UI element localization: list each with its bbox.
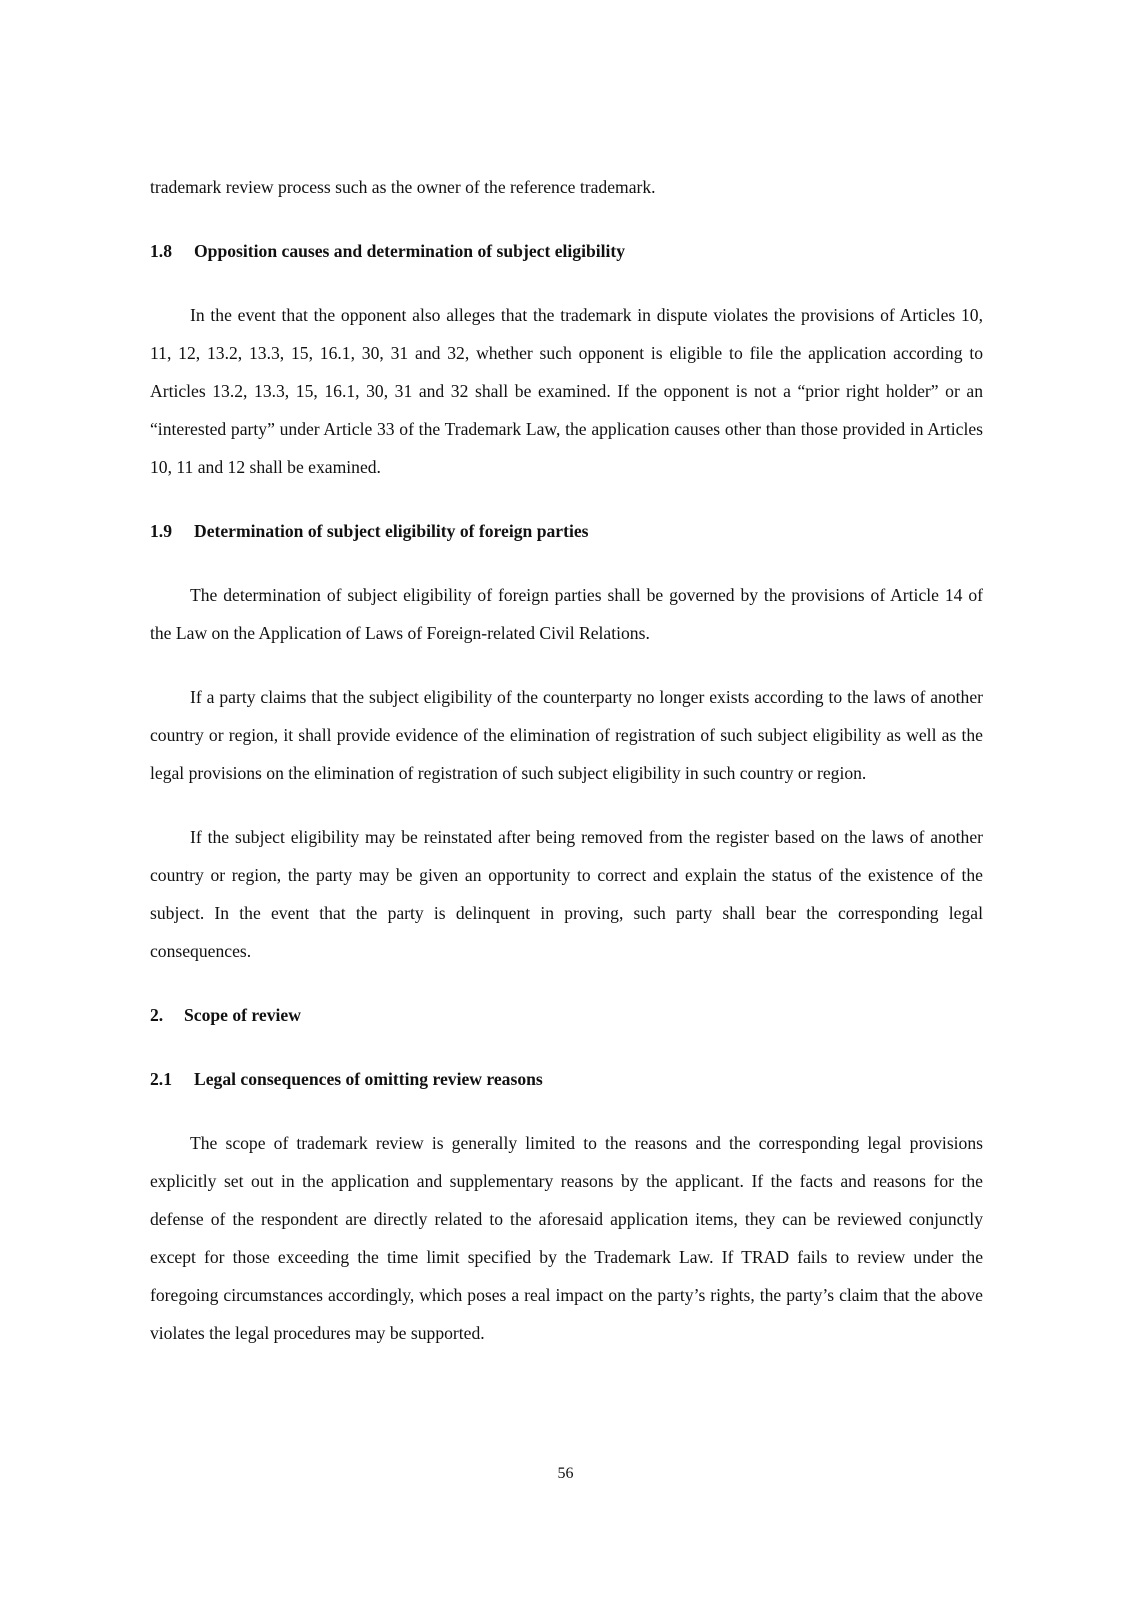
section-title: Scope of review (184, 1005, 301, 1025)
section-number: 1.8 (150, 241, 172, 261)
paragraph: If the subject eligibility may be reinstated after being removed from the register based on the laws of another country or region, the party may be given an opportunity to correct and explain the status of the existence of the subject. In the event that the party is delinquent in proving, such party shall bear the corresponding legal consequences. (150, 827, 983, 961)
section-title: Legal consequences of omitting review reasons (194, 1069, 543, 1089)
page-content (150, 168, 983, 1352)
paragraph-continuation: trademark review process such as the owner of the reference trademark. (150, 177, 656, 197)
section-heading-2-1 (150, 1060, 983, 1098)
section-title: Opposition causes and determination of subject eligibility (194, 241, 626, 261)
section-title: Determination of subject eligibility of foreign parties (194, 521, 589, 541)
section-heading-1-8 (150, 232, 983, 270)
paragraph: In the event that the opponent also alleges that the trademark in dispute violates the provisions of Articles 10, 11, 12, 13.2, 13.3, 15, 16.1, 30, 31 and 32, whether such opponent is eligible to file the application according to Articles 13.2, 13.3, 15, 16.1, 30, 31 and 32 shall be examined. If the opponent is not a “prior right holder” or an “interested party” under Article 33 of the Trademark Law, the application causes other than those provided in Articles 10, 11 and 12 shall be examined. (150, 305, 983, 477)
section-heading-2 (150, 996, 983, 1034)
paragraph: The scope of trademark review is generally limited to the reasons and the corresponding legal provisions explicitly set out in the application and supplementary reasons by the applicant. If the facts and reasons for the defense of the respondent are directly related to the aforesaid application items, they can be reviewed conjunctly except for those exceeding the time limit specified by the Trademark Law. If TRAD fails to review under the foregoing circumstances accordingly, which poses a real impact on the party’s rights, the party’s claim that the above violates the legal procedures may be supported. (150, 1133, 983, 1343)
page-number: 56 (557, 1465, 574, 1482)
section-number: 2. (150, 1005, 164, 1025)
paragraph: The determination of subject eligibility of foreign parties shall be governed by the provisions of Article 14 of the Law on the Application of Laws of Foreign-related Civil Relations. (150, 585, 983, 643)
section-number: 2.1 (150, 1069, 172, 1089)
section-number: 1.9 (150, 521, 172, 541)
paragraph: If a party claims that the subject eligibility of the counterparty no longer exists according to the laws of another country or region, it shall provide evidence of the elimination of registration of such subject eligibility as well as the legal provisions on the elimination of registration of such subject eligibility in such country or region. (150, 687, 983, 783)
section-heading-1-9 (150, 512, 983, 550)
